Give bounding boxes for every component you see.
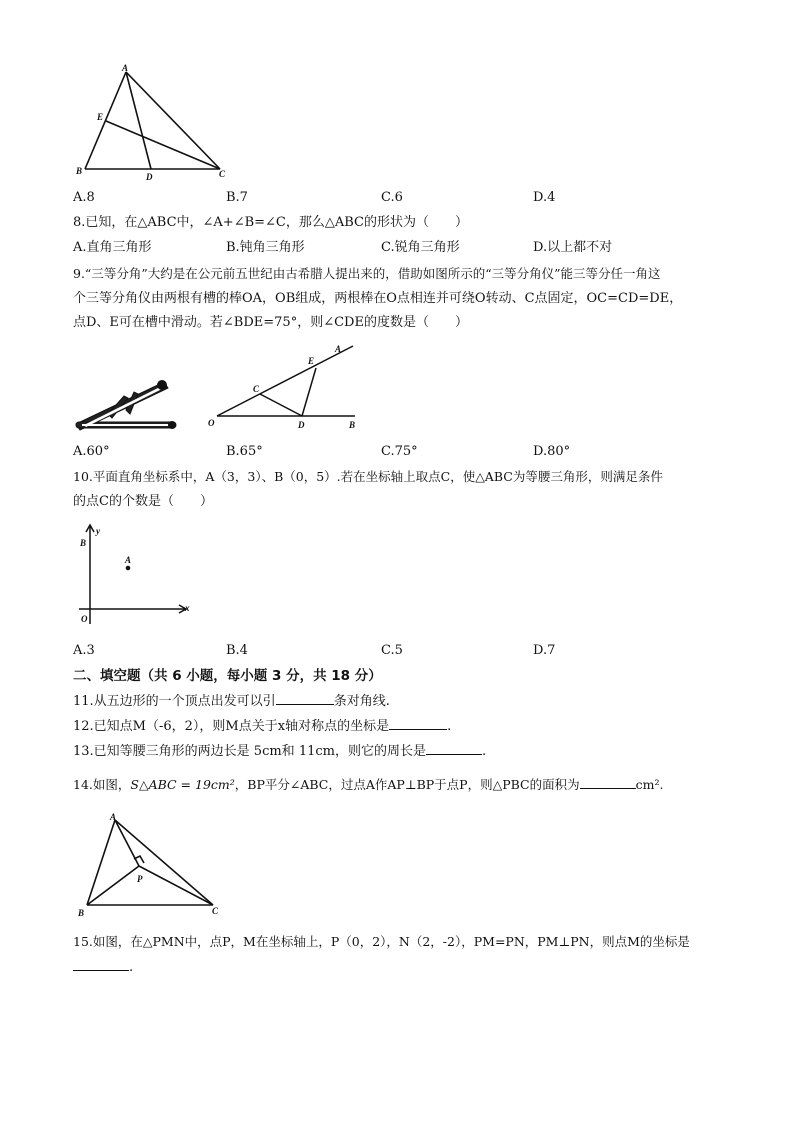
q9-option-c: C.75°	[381, 444, 418, 459]
q10-stem-line2: 的点C的个数是（ ）	[73, 494, 213, 509]
q12-stem	[73, 717, 451, 737]
q9-stem-line3: 点D、E可在槽中滑动。若∠BDE=75°，则∠CDE的度数是（ ）	[73, 315, 468, 330]
q8-option-b: B.钝角三角形	[226, 240, 305, 255]
q14-prefix: 14.如图，	[73, 777, 131, 792]
q7-option-b: B.7	[226, 190, 248, 205]
q15-text-after: .	[129, 960, 134, 975]
trisector-device-figure	[74, 374, 180, 432]
point-label-e: E	[308, 356, 315, 366]
q9-option-b: B.65°	[226, 444, 263, 459]
vertex-label-a: A	[110, 812, 117, 822]
point-label-o: O	[208, 418, 215, 428]
q15-stem-line2	[73, 958, 133, 978]
q8-option-d: D.以上都不对	[533, 240, 613, 255]
q9-stem-line1: 9.“三等分角”大约是在公元前五世纪由古希腊人提出来的，借助如图所示的“三等分角仪”能三等分任一角这	[73, 266, 661, 281]
q15-answer-blank[interactable]	[73, 958, 129, 971]
q10-option-c: C.5	[381, 643, 403, 658]
q10-option-a: A.3	[73, 643, 95, 658]
vertex-label-c: C	[212, 906, 219, 916]
q10-option-b: B.4	[226, 643, 248, 658]
axis-label-x: x	[185, 603, 190, 613]
q9-option-d: D.80°	[533, 444, 571, 459]
q13-answer-blank[interactable]	[426, 742, 482, 755]
q8-option-c: C.锐角三角形	[381, 240, 460, 255]
q10-option-d: D.7	[533, 643, 556, 658]
q9-stem-line2: 个三等分角仪由两根有槽的棒OA，OB组成，两根棒在O点相连并可绕O转动、C点固定，OC=CD=DE，	[73, 291, 683, 306]
vertex-label-b: B	[78, 908, 85, 918]
section-heading-fill-in: 二、填空题（共 6 小题，每小题 3 分，共 18 分）	[73, 668, 382, 684]
point-label-b: B	[80, 538, 87, 548]
q12-text-before: 12.已知点M（-6，2），则M点关于x轴对称点的坐标是	[73, 719, 390, 734]
q11-text-before: 11.从五边形的一个顶点出发可以引	[73, 694, 276, 709]
origin-label-o: O	[81, 614, 88, 624]
q13-stem	[73, 742, 486, 762]
q9-option-a: A.60°	[73, 444, 110, 459]
q7-option-c: C.6	[381, 190, 403, 205]
q11-text-after: 条对角线.	[333, 694, 390, 709]
trisector-geometry-figure	[205, 342, 365, 434]
point-label-c: C	[253, 384, 260, 394]
point-label-b: B	[349, 420, 356, 430]
vertex-label-b: B	[76, 166, 83, 176]
point-label-a: A	[125, 555, 132, 565]
axis-label-y: y	[96, 526, 100, 536]
vertex-label-c: C	[219, 169, 226, 179]
q12-text-after: .	[447, 719, 452, 734]
q8-option-a: A.直角三角形	[73, 240, 152, 255]
q14-middle: ，BP平分∠ABC，过点A作AP⊥BP于点P，则△PBC的面积为	[234, 777, 580, 792]
coordinate-axes-figure	[75, 522, 193, 630]
q14-unit: cm².	[635, 777, 664, 792]
point-label-a: A	[335, 344, 342, 354]
triangle-figure-q14	[75, 810, 227, 920]
vertex-label-d: D	[146, 172, 153, 182]
q13-text-before: 13.已知等腰三角形的两边长是 5cm和 11cm，则它的周长是	[73, 744, 426, 759]
triangle-figure-q7	[75, 62, 225, 187]
vertex-label-e: E	[97, 112, 104, 122]
q13-text-after: .	[481, 744, 487, 759]
q14-stem	[73, 775, 663, 795]
q15-stem-line1: 15.如图，在△PMN中，点P，M在坐标轴上，P（0，2），N（2，-2），PM=PN，PM⊥PN，则点M的坐标是	[73, 934, 690, 949]
q11-answer-blank[interactable]	[276, 692, 334, 705]
point-label-d: D	[298, 420, 305, 430]
q7-option-a: A.8	[73, 190, 95, 205]
vertex-label-p: P	[137, 874, 143, 884]
q8-stem: 8.已知，在△ABC中，∠A+∠B=∠C，那么△ABC的形状为（ ）	[73, 215, 469, 230]
q12-answer-blank[interactable]	[389, 717, 447, 730]
vertex-label-a: A	[122, 63, 129, 73]
q14-area-formula: S△ABC = 19cm²	[130, 777, 235, 792]
q14-answer-blank[interactable]	[580, 776, 636, 789]
q11-stem	[73, 692, 390, 712]
q10-stem-line1: 10.平面直角坐标系中，A（3，3）、B（0，5）.若在坐标轴上取点C，使△ABC为等腰三角形，则满足条件	[73, 469, 663, 484]
q7-option-d: D.4	[533, 190, 556, 205]
